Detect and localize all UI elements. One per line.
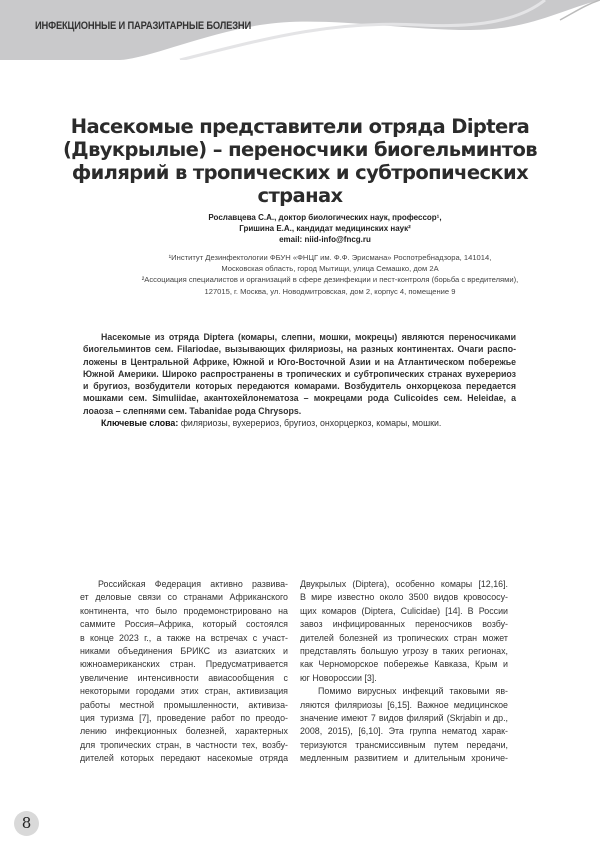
abstract-line: лоаоза – слепнями сем. Tabanidae рода Chrysops. bbox=[83, 405, 516, 417]
page-number: 8 bbox=[14, 811, 39, 836]
affiliation-line: ¹Институт Дезинфектологии ФБУН «ФНЦГ им. Ф.Ф. Эрисмана» Роспотребнадзора, 141014, bbox=[80, 252, 580, 263]
body-line: некоторыми городами этих стран, активизация bbox=[80, 685, 288, 698]
abstract-line: и бругиоз, возбудители которых передаются комарами. Возбудитель онхорцекоза передается bbox=[83, 380, 516, 392]
body-line: юг Новороссии [3]. bbox=[300, 672, 508, 685]
body-line: для тропических стран, в частности тех, возбу- bbox=[80, 739, 288, 752]
body-line: В мире известно около 3500 видов кровососу- bbox=[300, 591, 508, 604]
body-line: завоз инфицированных переносчиков возбу- bbox=[300, 618, 508, 631]
body-line: представлять большую угрозу в таких регионах, bbox=[300, 645, 508, 658]
body-line: саммите Россия–Африка, который состоялся bbox=[80, 618, 288, 631]
body-line: никами объединения БРИКС из азиатских и bbox=[80, 645, 288, 658]
title-line: (Двукрылые) – переносчики биогельминтов bbox=[40, 138, 560, 161]
author-email: email: niid-info@fncg.ru bbox=[100, 234, 550, 245]
body-line: значение имеют 7 видов филярий (Skrjabin и др., bbox=[300, 712, 508, 725]
keywords-label: Ключевые слова: bbox=[101, 418, 178, 428]
affiliation-line: 127015, г. Москва, ул. Новодмитровская, дом 2, корпус 4, помещение 9 bbox=[80, 286, 580, 297]
body-line: увеличение интенсивности авиасообщения с bbox=[80, 672, 288, 685]
body-line: теризуются трансмиссивным путем передачи, bbox=[300, 739, 508, 752]
body-line: как Черноморское побережье Кавказа, Крым и bbox=[300, 658, 508, 671]
affiliation-line: Московская область, город Мытищи, улица Семашко, дом 2А bbox=[80, 263, 580, 274]
body-column-right bbox=[300, 578, 508, 766]
affiliation-line: ²Ассоциация специалистов и организаций в сфере дезинфекции и пест-контроля (борьба с вредителями), bbox=[80, 274, 580, 285]
body-line: Помимо вирусных инфекций таковыми яв- bbox=[300, 685, 508, 698]
author-line: Гришина Е.А., кандидат медицинских наук² bbox=[100, 223, 550, 234]
keywords-text: филяриозы, вухерериоз, бругиоз, онхорцеркоз, комары, мошки. bbox=[178, 418, 441, 428]
body-line: медленным развитием и длительным хрониче- bbox=[300, 752, 508, 765]
affiliations bbox=[80, 252, 580, 297]
abstract-line: ложены в Центральной Африке, Южной и Юго-Восточной Азии и на Атлантическом побережье bbox=[83, 356, 516, 368]
body-line: лению инфекционных болезней, характерных bbox=[80, 725, 288, 738]
body-line: континента, что было продемонстрировано на bbox=[80, 605, 288, 618]
body-line: работы местной промышленности, активиза- bbox=[80, 699, 288, 712]
abstract-line: Южной Америки. Широко распространены в тропических и субтропических странах вухерериоз bbox=[83, 368, 516, 380]
body-line: ет деловые связи со странами Африканского bbox=[80, 591, 288, 604]
section-heading: ИНФЕКЦИОННЫЕ И ПАРАЗИТАРНЫЕ БОЛЕЗНИ bbox=[35, 20, 251, 32]
body-line: щих комаров (Diptera, Culicidae) [14]. В России bbox=[300, 605, 508, 618]
abstract bbox=[83, 331, 516, 429]
article-title bbox=[40, 115, 560, 207]
abstract-line: мошками сем. Simuliidae, акантохейлонематоза – мокрецами рода Culicoides сем. Heleidae, а bbox=[83, 392, 516, 404]
authors bbox=[100, 212, 550, 245]
title-line: филярий в тропических и субтропических странах bbox=[40, 161, 560, 207]
body-line: южноамериканских стран. Предусматривается bbox=[80, 658, 288, 671]
body-line: Российская Федерация активно развива- bbox=[80, 578, 288, 591]
body-line: Двукрылых (Diptera), особенно комары [12,16]. bbox=[300, 578, 508, 591]
author-line: Рославцева С.А., доктор биологических наук, профессор¹, bbox=[100, 212, 550, 223]
body-column-left bbox=[80, 578, 288, 766]
body-line: дителей которых передают насекомые отряда bbox=[80, 752, 288, 765]
body-line: 2008, 2015), [6,10]. Эта группа нематод харак- bbox=[300, 725, 508, 738]
body-line: ция туризма [7], проведение работ по преодо- bbox=[80, 712, 288, 725]
title-line: Насекомые представители отряда Diptera bbox=[40, 115, 560, 138]
abstract-line: Насекомые из отряда Diptera (комары, слепни, мошки, мокрецы) являются переносчиками bbox=[83, 331, 516, 343]
body-line: ляются филяриозы [6,15]. Важное медицинское bbox=[300, 699, 508, 712]
keywords bbox=[83, 417, 516, 429]
body-line: в конце 2023 г., а также на встречах с участ- bbox=[80, 632, 288, 645]
abstract-line: биогельминтов сем. Filariodae, вызывающих филяриозы, на разных континентах. Очаги распо- bbox=[83, 343, 516, 355]
body-line: дителей болезней из тропических стран может bbox=[300, 632, 508, 645]
